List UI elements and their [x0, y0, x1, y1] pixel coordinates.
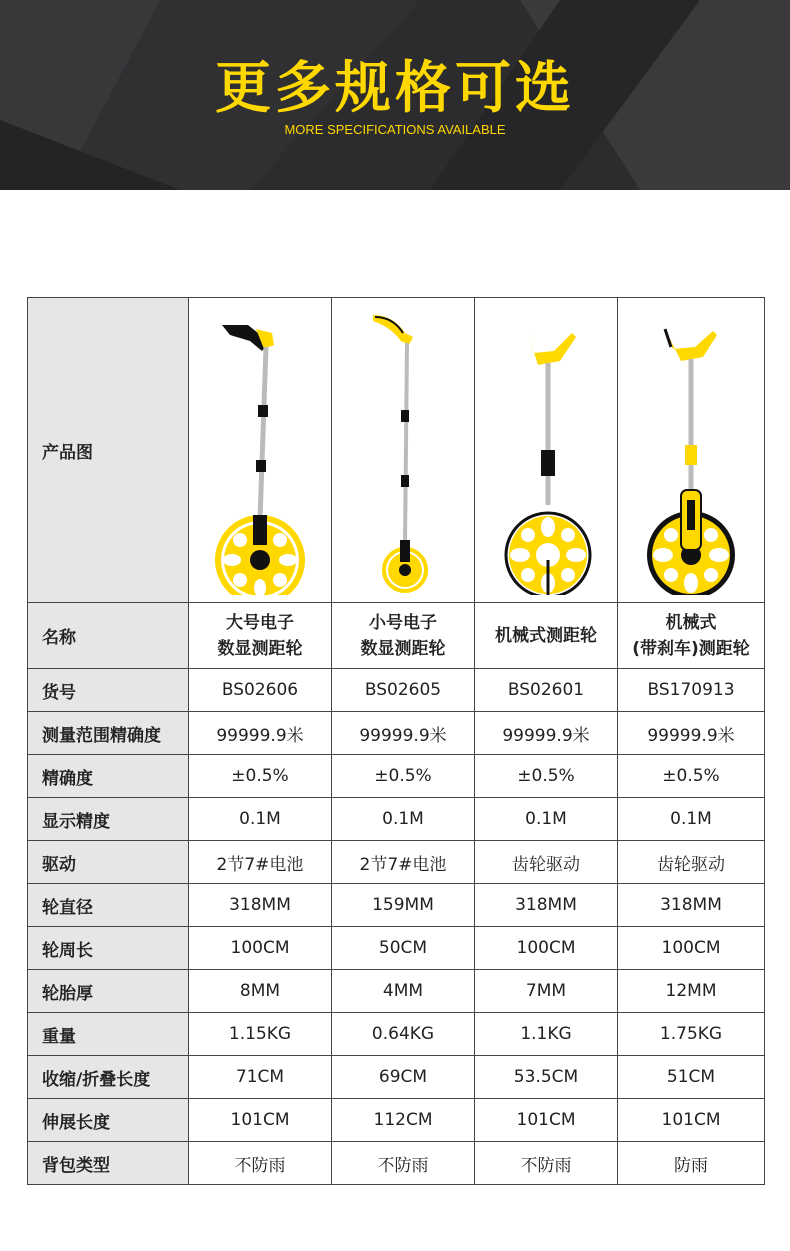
spec-table — [27, 297, 765, 1185]
table-row — [28, 970, 765, 1013]
table-cell: 0.1M — [618, 798, 765, 841]
table-cell: 101CM — [189, 1099, 332, 1142]
table-cell: 99999.9米 — [475, 712, 618, 755]
table-cell: ±0.5% — [189, 755, 332, 798]
product-image-3 — [475, 298, 618, 603]
table-row — [28, 669, 765, 712]
row-label: 驱动 — [28, 841, 189, 884]
name-line: (带刹车)测距轮 — [632, 638, 750, 659]
table-cell: 100CM — [618, 927, 765, 970]
table-row — [28, 1056, 765, 1099]
table-cell: 1.15KG — [189, 1013, 332, 1056]
table-cell: 99999.9米 — [618, 712, 765, 755]
table-cell: 0.64KG — [332, 1013, 475, 1056]
table-cell: 101CM — [475, 1099, 618, 1142]
banner-subtitle: MORE SPECIFICATIONS AVAILABLE — [284, 122, 506, 137]
header-banner — [0, 0, 790, 190]
row-label: 轮直径 — [28, 884, 189, 927]
name-line: 数显测距轮 — [360, 638, 446, 659]
name-line: 机械式测距轮 — [495, 625, 597, 646]
product-name-1 — [189, 603, 332, 669]
row-label: 伸展长度 — [28, 1099, 189, 1142]
table-cell: 318MM — [475, 884, 618, 927]
row-label: 显示精度 — [28, 798, 189, 841]
table-cell: 71CM — [189, 1056, 332, 1099]
row-label: 精确度 — [28, 755, 189, 798]
row-label: 轮周长 — [28, 927, 189, 970]
product-image-2 — [332, 298, 475, 603]
table-cell: 0.1M — [475, 798, 618, 841]
table-cell: 0.1M — [332, 798, 475, 841]
row-label: 收缩/折叠长度 — [28, 1056, 189, 1099]
table-cell: 12MM — [618, 970, 765, 1013]
name-line: 大号电子 — [226, 612, 294, 633]
table-row — [28, 1013, 765, 1056]
table-cell: 不防雨 — [475, 1142, 618, 1185]
table-cell: 112CM — [332, 1099, 475, 1142]
table-cell: 8MM — [189, 970, 332, 1013]
table-cell: BS02601 — [475, 669, 618, 712]
name-line: 机械式 — [665, 612, 717, 633]
table-row — [28, 798, 765, 841]
table-row — [28, 1142, 765, 1185]
table-cell: BS02605 — [332, 669, 475, 712]
product-image-1 — [189, 298, 332, 603]
table-cell: 4MM — [332, 970, 475, 1013]
product-name-4 — [618, 603, 765, 669]
table-cell: BS02606 — [189, 669, 332, 712]
table-row — [28, 927, 765, 970]
name-line: 数显测距轮 — [217, 638, 303, 659]
name-line: 小号电子 — [369, 612, 437, 633]
table-cell: 不防雨 — [189, 1142, 332, 1185]
table-cell: 2节7#电池 — [189, 841, 332, 884]
table-cell: 0.1M — [189, 798, 332, 841]
product-image-4 — [618, 298, 765, 603]
name-row — [28, 603, 765, 669]
row-label: 货号 — [28, 669, 189, 712]
table-row — [28, 841, 765, 884]
product-name-2 — [332, 603, 475, 669]
table-cell: 不防雨 — [332, 1142, 475, 1185]
table-cell: 101CM — [618, 1099, 765, 1142]
table-cell: 1.75KG — [618, 1013, 765, 1056]
row-label: 测量范围精确度 — [28, 712, 189, 755]
table-cell: 318MM — [618, 884, 765, 927]
table-cell: 100CM — [475, 927, 618, 970]
table-cell: 99999.9米 — [189, 712, 332, 755]
table-cell: 99999.9米 — [332, 712, 475, 755]
row-label: 名称 — [28, 603, 189, 669]
row-label: 轮胎厚 — [28, 970, 189, 1013]
row-label: 重量 — [28, 1013, 189, 1056]
table-cell: 50CM — [332, 927, 475, 970]
table-cell: BS170913 — [618, 669, 765, 712]
table-cell: 齿轮驱动 — [618, 841, 765, 884]
banner-title: 更多规格可选 — [215, 56, 575, 121]
table-row — [28, 1099, 765, 1142]
table-cell: 1.1KG — [475, 1013, 618, 1056]
image-row — [28, 298, 765, 603]
table-cell: 318MM — [189, 884, 332, 927]
table-cell: 69CM — [332, 1056, 475, 1099]
row-label: 背包类型 — [28, 1142, 189, 1185]
table-row — [28, 884, 765, 927]
table-row — [28, 755, 765, 798]
row-label: 产品图 — [28, 298, 189, 603]
table-cell: 齿轮驱动 — [475, 841, 618, 884]
table-cell: 53.5CM — [475, 1056, 618, 1099]
table-cell: 7MM — [475, 970, 618, 1013]
table-cell: 100CM — [189, 927, 332, 970]
table-cell: 51CM — [618, 1056, 765, 1099]
product-name-3 — [475, 603, 618, 669]
table-cell: ±0.5% — [618, 755, 765, 798]
table-cell: ±0.5% — [475, 755, 618, 798]
table-row — [28, 712, 765, 755]
table-cell: ±0.5% — [332, 755, 475, 798]
table-cell: 2节7#电池 — [332, 841, 475, 884]
table-cell: 159MM — [332, 884, 475, 927]
table-cell: 防雨 — [618, 1142, 765, 1185]
